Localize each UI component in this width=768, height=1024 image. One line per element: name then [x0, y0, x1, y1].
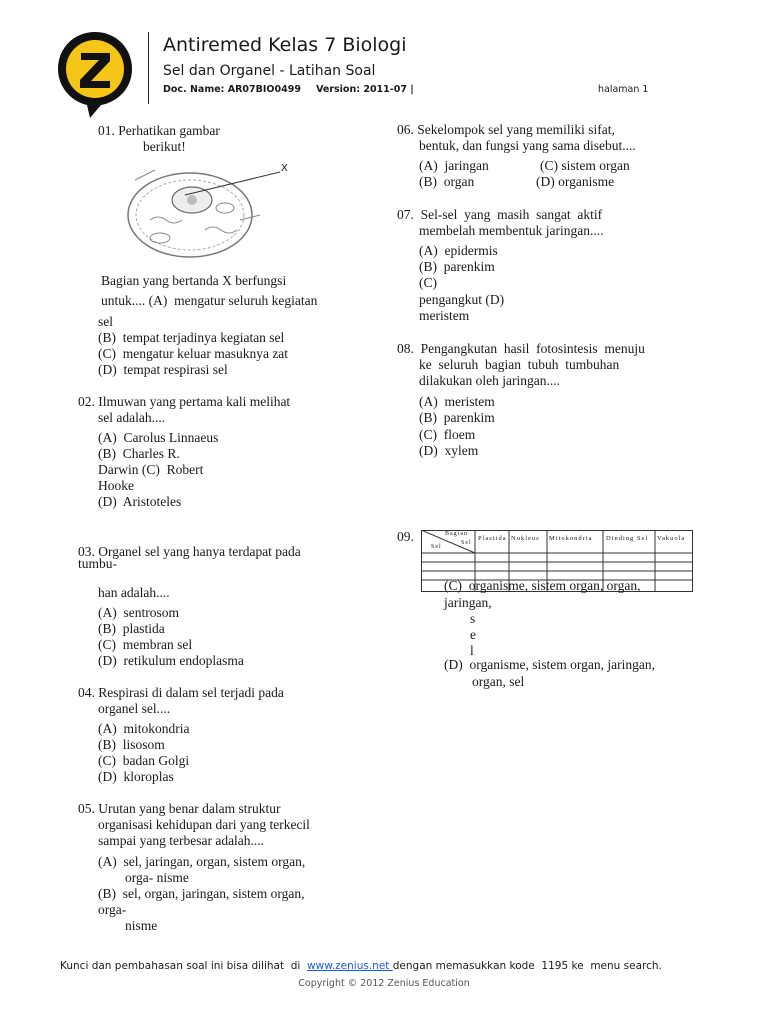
header-divider	[148, 32, 149, 104]
q05-option: (A) sel, jaringan, organ, sistem organ,	[98, 854, 306, 869]
q04-option: (A) mitokondria	[98, 721, 190, 736]
table-header-mitokondria: Mitokondria	[549, 535, 593, 542]
q01-option: (B) tempat terjadinya kegiatan sel	[98, 330, 285, 345]
q04-line: organel sel....	[98, 701, 171, 716]
footer-text-after: dengan memasukkan kode 1195 ke menu search.	[392, 960, 662, 972]
q05-option: (B) sel, organ, jaringan, sistem organ,	[98, 886, 305, 901]
q07-option: pengangkut (D)	[419, 292, 505, 307]
q01-line: berikut!	[143, 139, 186, 154]
q07-option: (B) parenkim	[419, 259, 495, 274]
q08-line: dilakukan oleh jaringan....	[419, 373, 560, 388]
q05-option: orga-	[98, 902, 127, 917]
q08-option: (C) floem	[419, 427, 476, 442]
q04-option: (D) kloroplas	[98, 769, 174, 784]
q05-line: organisasi kehidupan dari yang terkecil	[98, 817, 310, 832]
cell-diagram	[120, 160, 300, 265]
q09-number: 09.	[397, 529, 414, 544]
q06-option: (A) jaringan	[419, 158, 489, 173]
q03-option: (C) membran sel	[98, 637, 193, 652]
copyright: Copyright © 2012 Zenius Education	[298, 978, 470, 989]
q06-option: (D) organisme	[536, 174, 615, 189]
q08-option: (B) parenkim	[419, 410, 495, 425]
q01-option: (C) mengatur keluar masuknya zat	[98, 346, 289, 361]
q02-line: sel adalah....	[98, 410, 166, 425]
q02-option: Hooke	[98, 478, 134, 493]
q09-option: e	[470, 627, 476, 642]
q01-line: 01. Perhatikan gambar	[98, 123, 220, 138]
q08-option: (D) xylem	[419, 443, 479, 458]
q06-line: bentuk, dan fungsi yang sama disebut....	[419, 138, 636, 153]
footer-text-before: Kunci dan pembahasan soal ini bisa dilihat di	[60, 960, 308, 972]
q02-option: (B) Charles R.	[98, 446, 180, 461]
q07-line: membelah membentuk jaringan....	[419, 223, 604, 238]
zenius-link[interactable]: www.zenius.net	[307, 960, 393, 972]
q09-option: (C) organisme, sistem organ, organ,	[444, 578, 641, 593]
q03-line: tumbu-	[78, 556, 117, 571]
q01-line: untuk.... (A) mengatur seluruh kegiatan	[101, 293, 318, 308]
q07-option: (C)	[419, 275, 437, 290]
q07-option: meristem	[419, 308, 470, 323]
q09-option: organ, sel	[472, 674, 525, 689]
q03-line: han adalah....	[98, 585, 170, 600]
q01-option: (D) tempat respirasi sel	[98, 362, 228, 377]
q05-option: orga- nisme	[125, 870, 189, 885]
diagram-label-x: X	[281, 163, 288, 174]
table-header-nukleus: Nukleus	[511, 535, 540, 542]
q09-option: jaringan,	[444, 595, 492, 610]
table-header-dinding-sel: Dinding Sel	[606, 535, 649, 542]
q03-option: (D) retikulum endoplasma	[98, 653, 244, 668]
table-corner-bottom: Sel	[431, 544, 442, 550]
doc-version: Version: 2011-07 |	[316, 84, 414, 95]
q02-option: (A) Carolus Linnaeus	[98, 430, 219, 445]
q06-option: (C) sistem organ	[540, 158, 630, 173]
page-subtitle: Sel dan Organel - Latihan Soal	[163, 63, 376, 79]
table-corner-mid: Sel	[461, 540, 472, 546]
doc-meta	[163, 84, 414, 95]
q05-line: sampai yang terbesar adalah....	[98, 833, 265, 848]
zenius-logo	[54, 30, 136, 120]
q06-option: (B) organ	[419, 174, 475, 189]
q01-line: Bagian yang bertanda X berfungsi	[101, 273, 287, 288]
q09-option: s	[470, 611, 476, 626]
q04-line: 04. Respirasi di dalam sel terjadi pada	[78, 685, 284, 700]
doc-name: Doc. Name: AR07BIO0499	[163, 84, 301, 95]
q09-option: (D) organisme, sistem organ, jaringan,	[444, 657, 655, 672]
table-header-plastida: Plastida	[478, 535, 507, 542]
footer-note	[60, 960, 662, 972]
q04-option: (C) badan Golgi	[98, 753, 190, 768]
table-header-vakuola: Vakuola	[657, 535, 686, 542]
q03-option: (B) plastida	[98, 621, 165, 636]
q02-option: (D) Aristoteles	[98, 494, 182, 509]
q03-option: (A) sentrosom	[98, 605, 179, 620]
q08-option: (A) meristem	[419, 394, 495, 409]
q09-option: l	[470, 643, 474, 658]
q08-line: ke seluruh bagian tubuh tumbuhan	[419, 357, 620, 372]
q05-option: nisme	[125, 918, 158, 933]
q01-line: sel	[98, 314, 113, 329]
q06-line: 06. Sekelompok sel yang memiliki sifat,	[397, 122, 615, 137]
q07-line: 07. Sel-sel yang masih sangat aktif	[397, 207, 603, 222]
page-number: halaman 1	[598, 84, 649, 95]
table-corner-top: Bagian	[445, 531, 468, 537]
q02-line: 02. Ilmuwan yang pertama kali melihat	[78, 394, 291, 409]
q04-option: (B) lisosom	[98, 737, 165, 752]
q03-line: 03. Organel sel yang hanya terdapat pada	[78, 544, 301, 559]
q05-line: 05. Urutan yang benar dalam struktur	[78, 801, 281, 816]
page-title: Antiremed Kelas 7 Biologi	[163, 34, 407, 56]
q08-line: 08. Pengangkutan hasil fotosintesis menuju	[397, 341, 645, 356]
q02-option: Darwin (C) Robert	[98, 462, 204, 477]
q07-option: (A) epidermis	[419, 243, 498, 258]
